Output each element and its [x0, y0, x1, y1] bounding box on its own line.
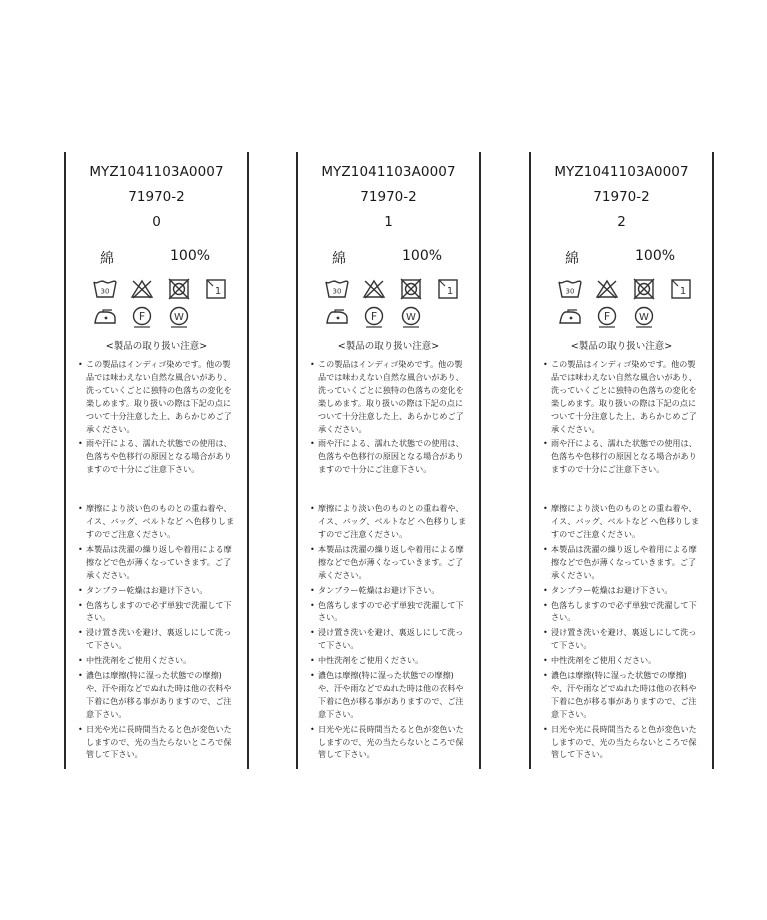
- wet-clean-w-icon: [632, 305, 656, 329]
- dry-clean-f-icon: [130, 305, 154, 329]
- product-code: MYZ1041103A0007: [554, 164, 689, 180]
- note-item: • 本製品は洗濯の繰り返しや着用による摩擦などで色が薄くなっていきます。ご了承ください。: [543, 543, 701, 582]
- wet-clean-w-icon: [167, 305, 191, 329]
- no-tumble-dry-icon: [399, 278, 423, 300]
- care-title: <製品の取り扱い注意>: [337, 341, 440, 352]
- note-item: • 雨や汗による、濡れた状態での使用は、色落ちや色移行の原因となる場合がありますので十分にご注意下さい。: [78, 437, 236, 476]
- care-notes: [78, 358, 236, 763]
- care-symbols-row-1: [298, 278, 479, 306]
- fabric-material: 綿: [565, 251, 579, 267]
- line-dry-shade-icon: [204, 278, 228, 300]
- iron-low-icon: [324, 305, 350, 327]
- care-symbols-row-2: [298, 305, 479, 333]
- note-item: • タンブラー乾燥はお避け下さい。: [543, 584, 701, 597]
- note-item: • 濃色は摩擦(特に湿った状態での摩擦)や、汗や雨などでぬれた時は他の衣料や下着に色が移る事がありますので、ご注意下さい。: [78, 669, 236, 721]
- size-number: 1: [384, 214, 393, 230]
- wash-30-icon: [324, 278, 350, 300]
- care-label-size-2: [529, 152, 714, 769]
- svg-text:W: W: [174, 312, 184, 323]
- note-item: • 浸け置き洗いを避け、裏返しにして洗って下さい。: [310, 626, 468, 652]
- note-item: • 日光や光に長時間当たると色が変色いたしますので、光の当たらないところで保管して下さい。: [310, 723, 468, 762]
- note-item: • 色落ちしますので必ず単独で洗濯して下さい。: [78, 599, 236, 625]
- note-item: • この製品はインディゴ染めです。他の製品では味わえない自然な風合いがあり、洗っていくごとに独特の色落ちの変化を楽しめます。取り扱いの際は下記の点について十分注意した上、あらかじめご了承ください。: [78, 358, 236, 435]
- dry-clean-f-icon: [362, 305, 386, 329]
- fabric-material: 綿: [100, 251, 114, 267]
- no-tumble-dry-icon: [167, 278, 191, 300]
- product-code: MYZ1041103A0007: [89, 164, 224, 180]
- note-item: • 中性洗剤をご使用ください。: [543, 654, 701, 667]
- fabric-percent: 100%: [402, 248, 443, 264]
- no-bleach-icon: [361, 278, 387, 300]
- care-symbols-row-2: [531, 305, 712, 333]
- svg-text:30: 30: [100, 287, 110, 296]
- svg-text:W: W: [639, 312, 649, 323]
- note-item: • この製品はインディゴ染めです。他の製品では味わえない自然な風合いがあり、洗っていくごとに独特の色落ちの変化を楽しめます。取り扱いの際は下記の点について十分注意した上、あらかじめご了承ください。: [310, 358, 468, 435]
- svg-text:F: F: [138, 310, 146, 323]
- note-item: • この製品はインディゴ染めです。他の製品では味わえない自然な風合いがあり、洗っていくごとに独特の色落ちの変化を楽しめます。取り扱いの際は下記の点について十分注意した上、あらかじめご了承ください。: [543, 358, 701, 435]
- wash-30-icon: [92, 278, 118, 300]
- style-number: 71970-2: [360, 189, 417, 205]
- note-item: • 雨や汗による、濡れた状態での使用は、色落ちや色移行の原因となる場合がありますので十分にご注意下さい。: [543, 437, 701, 476]
- dry-clean-f-icon: [595, 305, 619, 329]
- iron-low-icon: [557, 305, 583, 327]
- note-item: • 摩擦により淡い色のものとの重ね着や、イス、バッグ、ベルトなど へ色移りしますのでご注意ください。: [310, 502, 468, 541]
- svg-text:1: 1: [214, 286, 222, 297]
- no-tumble-dry-icon: [632, 278, 656, 300]
- care-title: <製品の取り扱い注意>: [105, 341, 208, 352]
- care-symbols-row-1: [66, 278, 247, 306]
- fabric-percent: 100%: [170, 248, 211, 264]
- size-number: 2: [617, 214, 626, 230]
- note-item: • タンブラー乾燥はお避け下さい。: [78, 584, 236, 597]
- note-item: • 中性洗剤をご使用ください。: [310, 654, 468, 667]
- size-number: 0: [152, 214, 161, 230]
- wet-clean-w-icon: [399, 305, 423, 329]
- svg-text:F: F: [603, 310, 611, 323]
- note-item: • 浸け置き洗いを避け、裏返しにして洗って下さい。: [78, 626, 236, 652]
- note-item: • 濃色は摩擦(特に湿った状態での摩擦)や、汗や雨などでぬれた時は他の衣料や下着に色が移る事がありますので、ご注意下さい。: [543, 669, 701, 721]
- note-item: • 本製品は洗濯の繰り返しや着用による摩擦などで色が薄くなっていきます。ご了承ください。: [310, 543, 468, 582]
- note-item: • 色落ちしますので必ず単独で洗濯して下さい。: [310, 599, 468, 625]
- svg-text:30: 30: [332, 287, 342, 296]
- care-label-size-0: [64, 152, 249, 769]
- no-bleach-icon: [129, 278, 155, 300]
- svg-text:30: 30: [565, 287, 575, 296]
- svg-text:1: 1: [446, 286, 454, 297]
- note-item: • 雨や汗による、濡れた状態での使用は、色落ちや色移行の原因となる場合がありますので十分にご注意下さい。: [310, 437, 468, 476]
- wash-30-icon: [557, 278, 583, 300]
- product-code: MYZ1041103A0007: [321, 164, 456, 180]
- note-item: • タンブラー乾燥はお避け下さい。: [310, 584, 468, 597]
- care-symbols-row-2: [66, 305, 247, 333]
- style-number: 71970-2: [128, 189, 185, 205]
- svg-text:F: F: [370, 310, 378, 323]
- line-dry-shade-icon: [436, 278, 460, 300]
- style-number: 71970-2: [593, 189, 650, 205]
- fabric-percent: 100%: [635, 248, 676, 264]
- care-symbols-row-1: [531, 278, 712, 306]
- no-bleach-icon: [594, 278, 620, 300]
- svg-text:1: 1: [679, 286, 687, 297]
- note-item: • 中性洗剤をご使用ください。: [78, 654, 236, 667]
- line-dry-shade-icon: [669, 278, 693, 300]
- care-title: <製品の取り扱い注意>: [570, 341, 673, 352]
- note-item: • 濃色は摩擦(特に湿った状態での摩擦)や、汗や雨などでぬれた時は他の衣料や下着に色が移る事がありますので、ご注意下さい。: [310, 669, 468, 721]
- iron-low-icon: [92, 305, 118, 327]
- note-item: • 摩擦により淡い色のものとの重ね着や、イス、バッグ、ベルトなど へ色移りしますのでご注意ください。: [78, 502, 236, 541]
- note-item: • 日光や光に長時間当たると色が変色いたしますので、光の当たらないところで保管して下さい。: [78, 723, 236, 762]
- svg-text:W: W: [406, 312, 416, 323]
- note-item: • 摩擦により淡い色のものとの重ね着や、イス、バッグ、ベルトなど へ色移りしますのでご注意ください。: [543, 502, 701, 541]
- note-item: • 色落ちしますので必ず単独で洗濯して下さい。: [543, 599, 701, 625]
- care-notes: [543, 358, 701, 763]
- note-item: • 浸け置き洗いを避け、裏返しにして洗って下さい。: [543, 626, 701, 652]
- care-notes: [310, 358, 468, 763]
- note-item: • 日光や光に長時間当たると色が変色いたしますので、光の当たらないところで保管して下さい。: [543, 723, 701, 762]
- note-item: • 本製品は洗濯の繰り返しや着用による摩擦などで色が薄くなっていきます。ご了承ください。: [78, 543, 236, 582]
- care-label-size-1: [296, 152, 481, 769]
- fabric-material: 綿: [332, 251, 346, 267]
